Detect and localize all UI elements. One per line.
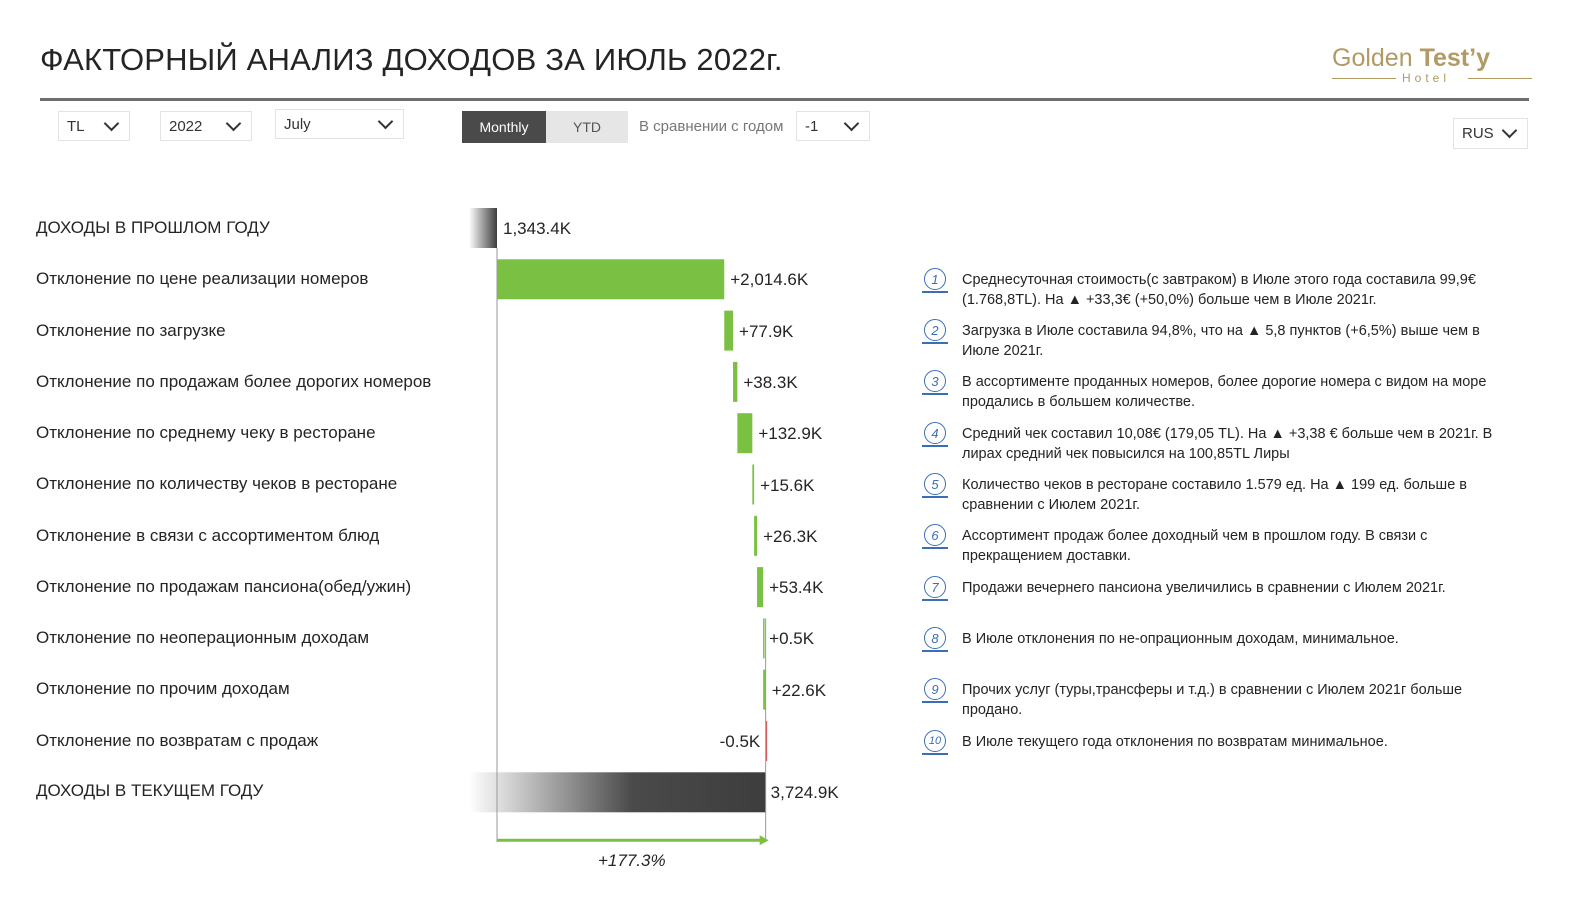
note-number-badge: 7 [924, 576, 946, 598]
year-value: 2022 [169, 117, 203, 135]
note-underline [922, 291, 948, 293]
value-label: +2,014.6K [730, 270, 809, 290]
bar-total-prior-year [469, 208, 497, 248]
note-underline [922, 599, 948, 601]
row-label: Отклонение по количеству чеков в ресторане [36, 474, 398, 493]
bar-positive-delta [763, 618, 765, 658]
toggle-ytd[interactable]: YTD [546, 111, 628, 143]
bar-positive-delta [497, 259, 724, 299]
growth-arrow-head [760, 835, 769, 845]
value-label: +22.6K [771, 680, 827, 700]
value-label: +132.9K [758, 424, 823, 444]
note-number-badge: 4 [924, 422, 946, 444]
value-label: -0.5K [719, 732, 761, 751]
month-value: July [284, 115, 311, 133]
currency-value: TL [67, 117, 85, 135]
note-underline [922, 342, 948, 344]
note-underline [922, 753, 948, 755]
note-text: Загрузка в Июле составила 94,8%, что на ▲ 5,8 пунктов (+6,5%) выше чем в Июле 2021г. [962, 323, 1480, 359]
bar-positive-delta [754, 516, 757, 556]
note-number-badge: 8 [924, 627, 946, 649]
bar-positive-delta [757, 567, 763, 607]
note-underline [922, 445, 948, 447]
row-label: Отклонение по неоперационным доходам [36, 628, 370, 647]
compare-year-value: -1 [805, 117, 819, 135]
note-number-badge: 10 [924, 730, 946, 752]
row-label: Отклонение по продажам более дорогих номеров [36, 372, 432, 391]
note-number-badge: 2 [924, 319, 946, 341]
bar-positive-delta [752, 465, 754, 505]
note-text: Продажи вечернего пансиона увеличились в сравнении с Июлем 2021г. [962, 580, 1446, 596]
row-label: Отклонение по возвратам с продаж [36, 731, 319, 750]
change-percent: +177.3% [598, 851, 666, 870]
note-text: В Июле текущего года отклонения по возвратам минимальное. [962, 734, 1388, 750]
note-text: Ассортимент продаж более доходный чем в прошлом году. В связи с прекращением доставки. [962, 528, 1428, 564]
note-text: Прочих услуг (туры,трансферы и т.д.) в сравнении с Июлем 2021г больше продано. [962, 682, 1463, 718]
note-underline [922, 650, 948, 652]
row-label: ДОХОДЫ В ТЕКУЩЕМ ГОДУ [36, 781, 264, 800]
note-text: Средний чек составил 10,08€ (179,05 TL). На ▲ +3,38 € больше чем в 2021г. В лирах средний чек повысился на 100,85TL Лиры [962, 426, 1493, 462]
row-label: Отклонение по продажам пансиона(обед/ужин) [36, 577, 412, 596]
logo-word-testy: Test’y [1419, 44, 1490, 72]
note-number-badge: 9 [924, 678, 946, 700]
value-label: 3,724.9K [770, 783, 839, 803]
note-number-badge: 3 [924, 370, 946, 392]
bar-positive-delta [724, 311, 733, 351]
row-label: Отклонение по загрузке [36, 321, 226, 340]
note-underline [922, 701, 948, 703]
row-label: Отклонение по прочим доходам [36, 679, 290, 698]
value-label: +15.6K [760, 475, 815, 495]
language-value: RUS [1462, 125, 1494, 142]
note-text: В Июле отклонения по не-опрационным доходам, минимальное. [962, 631, 1399, 647]
note-number-badge: 6 [924, 524, 946, 546]
page-title: ФАКТОРНЫЙ АНАЛИЗ ДОХОДОВ ЗА ИЮЛЬ 2022г. [40, 42, 783, 77]
bar-positive-delta [733, 362, 737, 402]
note-text: Среднесуточная стоимость(с завтраком) в Июле этого года составила 99,9€ (1.768,8TL). На ▲ +33,3€ (+50,0%) больше чем в Июле 2021г. [962, 272, 1476, 308]
row-label: Отклонение по среднему чеку в ресторане [36, 423, 376, 442]
bar-total-current-year [469, 772, 766, 812]
note-underline [922, 496, 948, 498]
toggle-monthly[interactable]: Monthly [462, 111, 546, 143]
value-label: +53.4K [769, 578, 824, 598]
row-label: Отклонение в связи с ассортиментом блюд [36, 526, 380, 545]
value-label: 1,343.4K [503, 219, 572, 238]
note-number-badge: 5 [924, 473, 946, 495]
value-label: +0.5K [769, 629, 815, 649]
bar-positive-delta [737, 413, 752, 453]
row-label: ДОХОДЫ В ПРОШЛОМ ГОДУ [36, 218, 270, 237]
compare-year-label: В сравнении с годом [639, 118, 784, 135]
note-underline [922, 547, 948, 549]
value-label: +77.9K [739, 321, 794, 341]
value-label: +26.3K [763, 526, 818, 546]
note-text: В ассортименте проданных номеров, более дорогие номера с видом на море продались в большем количестве. [962, 374, 1487, 410]
value-label: +38.3K [743, 372, 798, 392]
note-text: Количество чеков в ресторане составило 1.579 ед. На ▲ 199 ед. больше в сравнении с Июлем 2021г. [962, 477, 1467, 513]
logo-subtitle: Hotel [1402, 71, 1451, 85]
note-underline [922, 393, 948, 395]
note-number-badge: 1 [924, 268, 946, 290]
logo-word-golden: Golden [1332, 44, 1413, 72]
row-label: Отклонение по цене реализации номеров [36, 269, 369, 288]
